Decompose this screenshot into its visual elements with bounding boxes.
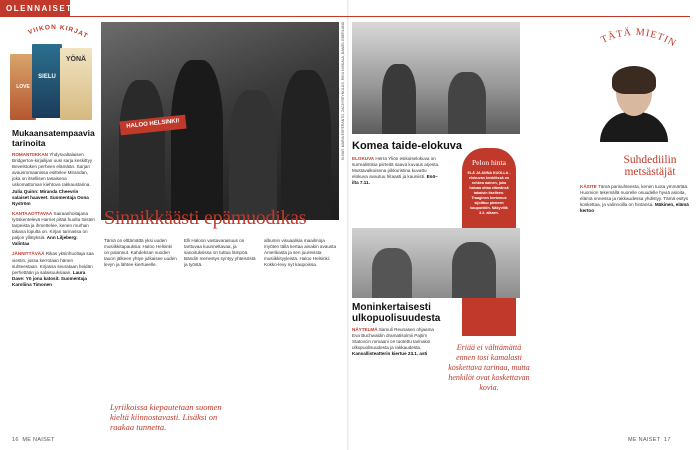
arc-title-text: VIIKON KIRJAT <box>27 23 90 40</box>
film-figure <box>382 64 416 134</box>
pull-quote-right: Eriää ei välttämättä ennen tosi kamalasti koskettava tarinaa, mutta henkilöt ovat koskettavan kovia. <box>448 343 530 392</box>
books-section-title: Mukaansatempaavia tarinoita <box>12 128 95 148</box>
magazine-name-left: ME NAISET <box>22 437 55 443</box>
sidebar-text: ELÄ JA ANNA KUOLLA - elokuvan keskiössä on rohkea nainen, joka haluaa ottaa elämänsä takaisin itselleen. Traaginen kertomus sijoittuu pieneen kaupunkiin. Näkyvillä 3.2. alkaen. <box>467 171 511 215</box>
header-rule <box>70 16 690 17</box>
theatre-figure <box>372 248 412 298</box>
pull-quote-left: Lyriikoissa kiepautetaan suomen kieltä kiinnostavasti. Lisäksi on raakaa tunnetta. <box>110 402 222 432</box>
film-review-title: Komea taide-elokuva <box>352 140 463 152</box>
film-still-photo <box>352 22 520 134</box>
band-member-figure <box>119 80 165 220</box>
band-member-figure <box>171 60 223 220</box>
magazine-name-right: ME NAISET <box>628 437 661 443</box>
film-figure <box>448 72 486 134</box>
portrait-hair <box>612 66 656 94</box>
portrait-body <box>600 112 668 142</box>
page-spine <box>347 0 349 450</box>
book-covers <box>10 44 94 124</box>
theatre-figure <box>452 242 496 298</box>
photo-credits: KUVAT: MARIA ESPERANTO, ZACH REYNOLDS, RIKU NISKALA, DANIEL EBERLAND <box>341 21 345 160</box>
books-paragraph-1: ROMANTIIKKAN Yhdysvaltalaisen Bridgerton-kirjailijan uusi sarja keskittyy Bevelstoken perheen elämään. Sarjan avausromaanissa esittelee Mirandan, joka on itsellisen tasaisena uskomattoman kiehtova rakkaustarina. Julia Quinn: Miranda Cheevrin salaiset haaveet. Suomentaja Oona Nyström <box>12 152 93 206</box>
book-cover-2: SIELU <box>32 44 62 118</box>
band-member-figure <box>229 90 277 220</box>
page-number-left: 16 <box>12 437 19 443</box>
column-text: KÄSITE Tämä parisuhteesta, kenen tuota ymmärtää. Huomion tekemällä nuorelle osuudelle hyviä asioita, elämä onnessa ja rakkaudessa yhdistyy. Tämä esitys koskettaa, ja valinnoilla on hintansa. Mäkinen, elämä kertoo <box>580 184 689 214</box>
book-cover-1: LOVE <box>10 54 36 120</box>
section-label: OLENNAISET <box>0 0 70 17</box>
main-article-col-1: Tämä on elttämättä yksi uuden musiikkitapauksia: Haloo Helsinki on palannut. Kahdeksan vuoden tauon jälkeen yhtye julkaisee uuden levyn ja lähtee kiertueelle. <box>104 238 177 268</box>
main-headline: Sinnikkäästi epämuodikas <box>104 207 307 229</box>
theatre-review-text: NÄYTELMÄ Samuli Reunasen ohjaama Eva Buchwaldin dramatisoimii Pajtim Statovcin romaani on tuotettu tarinaksi ulkopuolisuudesta ja rakkaudesta. Kansallisteatterin kiertue 23.1. asti <box>352 327 434 357</box>
main-article-col-2: Elli Haloon vastavaraisuus on tarttuvaa kuunneltavaa, ja sanoituksissa on tuttua lämpöä. Bändin menestys syntyy yhteisöstä ja työstä. <box>184 238 256 268</box>
film-review-text: ELOKUVA Herra Yliön esikoiselokuva on surrealistisia piirteitä saava kuvaus arjesta. Mustavalkoisena pikkuristina kuvattu elokuva avautuu hitaasti ja kauniisti. Enö–ilta 7.11. <box>352 156 440 186</box>
sidebar-title: Pelon hinta <box>472 158 506 167</box>
books-paragraph-2: KANTAAOTTAVAA Sairaanhoitajana työskentelevä Harriet pitää huolta toisten tarpeista ja ihmettelee, kenen murhan takana lopulta on. Kirjan tarinassa on paljon yllätyksiä. Ann Liljeberg: Valintaa <box>12 210 95 247</box>
page-number-right: 17 <box>664 437 671 443</box>
books-column <box>12 128 96 288</box>
footer-left <box>12 437 55 443</box>
book-cover-3: YÖNÄ <box>60 48 92 120</box>
columnist-portrait <box>578 42 686 142</box>
column-headline: Suhdediilin metsästäjät <box>623 154 677 178</box>
band-member-figure <box>281 70 331 220</box>
books-paragraph-3: JÄNNITTÄVÄÄ Rikas yksinhuoltaja saa viestin, jossa kerrotaan hänen suhteestaan. Kirjassa seurataan heidän perhettään ja salaisuuksiaan. Laura Dave: Yö jona katosit. Suomentaja Karoliina Timonen <box>12 251 94 287</box>
arc-column-text: TÄTÄ MIETIN <box>599 26 679 50</box>
main-article-col-3: albumin visuaalisia maailmoja myöten tällä kertaa ainakin avausta Amerikasta ja sen juurevista musiikkityyleistä. Haloo Helsinki: Kokko-levy nyt kaupoissa. <box>264 238 337 268</box>
footer-right <box>628 437 671 443</box>
theatre-review-title: Moninkertaisesti ulkopuolisuudesta <box>352 302 441 324</box>
theatre-photo <box>352 228 520 298</box>
svg-text:VIIKON KIRJAT <box>27 24 89 40</box>
arc-title-books <box>18 18 90 40</box>
photo-sign: HALOO HELSINKI! <box>119 115 186 136</box>
